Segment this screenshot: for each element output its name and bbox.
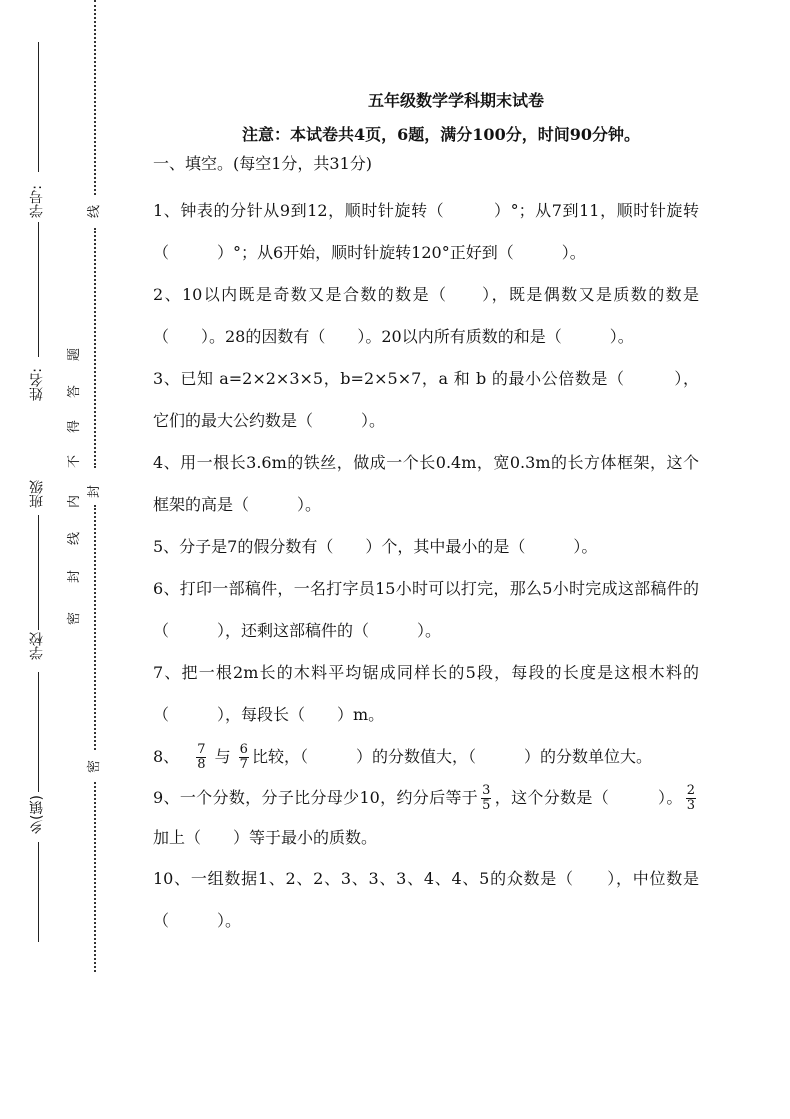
seal-char: 密 xyxy=(87,759,103,774)
name-label: 姓名: xyxy=(29,368,45,401)
class-label: 班级 xyxy=(29,480,45,508)
seal-dotted-line xyxy=(94,0,96,195)
binding-margin xyxy=(0,0,130,1119)
seal-dotted-line xyxy=(94,782,96,972)
exam-notice: 注意：本试卷共4页，6题，满分100分，时间90分钟。 xyxy=(242,125,640,144)
township-line xyxy=(38,842,39,942)
q9-part3: 加上（ ）等于最小的质数。 xyxy=(153,828,378,847)
student-no-label: 学号: xyxy=(29,185,45,218)
seal-char: 题 xyxy=(67,347,83,362)
seal-dotted-line xyxy=(94,505,96,750)
township-label: 乡(镇) xyxy=(29,795,45,834)
fraction: $\frac{7}{8}$ xyxy=(197,742,206,772)
question-9 xyxy=(153,778,699,858)
class-line xyxy=(38,515,39,630)
question-3: 3、已知 a=2×2×3×5，b=2×5×7，a 和 b 的最小公倍数是（ ），它们的最大公约数是（ ）。 xyxy=(153,369,699,430)
school-line xyxy=(38,672,39,792)
q8-prefix: 8、 xyxy=(153,747,180,766)
seal-char: 答 xyxy=(67,384,83,399)
question-5: 5、分子是7的假分数有（ ）个，其中最小的是（ ）。 xyxy=(153,537,598,556)
question-2: 2、10以内既是奇数又是合数的数是（ ），既是偶数又是质数的数是（ ）。28的因数有（ ）。20以内所有质数的和是（ ）。 xyxy=(153,285,699,346)
q9-part2: ，这个分数是（ ）。 xyxy=(494,788,683,807)
seal-char: 线 xyxy=(87,204,103,219)
fraction: $\frac{3}{5}$ xyxy=(482,783,491,813)
fraction: $\frac{6}{7}$ xyxy=(239,742,248,772)
question-7: 7、把一根2m长的木料平均锯成同样长的5段，每段的长度是这根木料的（ ），每段长（ ）m。 xyxy=(153,663,699,724)
seal-char: 封 xyxy=(67,569,83,584)
q8-suffix: 比较，（ ）的分数值大，（ ）的分数单位大。 xyxy=(251,747,652,766)
exam-content xyxy=(153,88,699,942)
q9-part1: 9、一个分数，分子比分母少10，约分后等于 xyxy=(153,788,479,807)
seal-dotted-line xyxy=(94,228,96,468)
seal-char: 封 xyxy=(87,484,103,499)
school-label: 学校 xyxy=(29,632,45,660)
seal-char: 线 xyxy=(67,531,83,546)
student-no-line xyxy=(38,42,39,172)
question-1: 1、钟表的分针从9到12，顺时针旋转（ ）°；从7到11，顺时针旋转（ ）°；从6开始，顺时针旋转120°正好到（ ）。 xyxy=(153,201,699,262)
question-6: 6、打印一部稿件，一名打字员15小时可以打完，那么5小时完成这部稿件的（ ），还剩这部稿件的（ ）。 xyxy=(153,579,699,640)
section-heading: 一、填空。(每空1分，共31分) xyxy=(153,154,373,173)
name-line xyxy=(38,222,39,357)
seal-char: 不 xyxy=(67,454,83,469)
fraction: $\frac{2}{3}$ xyxy=(686,783,695,813)
question-10: 10、一组数据1、2、2、3、3、3、4、4、5的众数是（ ），中位数是（ ）。 xyxy=(153,869,699,930)
exam-title: 五年级数学学科期末试卷 xyxy=(367,91,544,110)
seal-char: 内 xyxy=(67,494,83,509)
question-8 xyxy=(153,736,699,778)
q8-mid: 与 xyxy=(214,747,231,766)
question-4: 4、用一根长3.6m的铁丝，做成一个长0.4m，宽0.3m的长方体框架，这个框架的高是（ ）。 xyxy=(153,453,699,514)
seal-char: 密 xyxy=(67,611,83,626)
seal-char: 得 xyxy=(67,419,83,434)
